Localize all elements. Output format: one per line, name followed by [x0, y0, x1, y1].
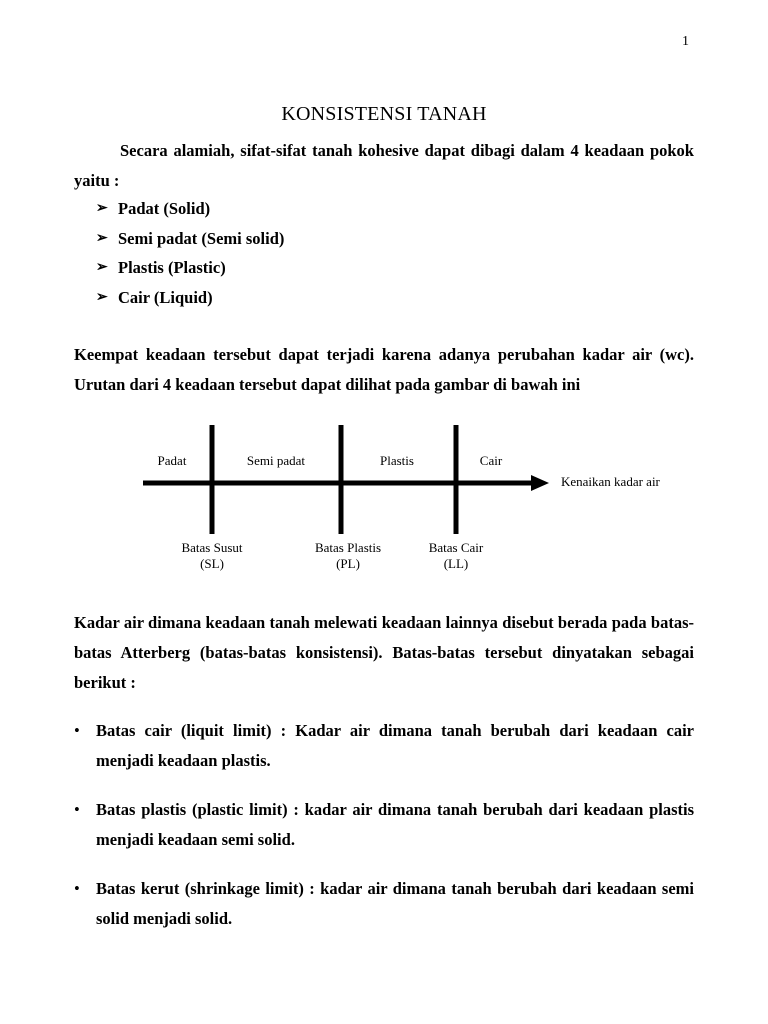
list-item	[96, 283, 284, 313]
limit-abbr-plastic: (PL)	[336, 556, 360, 571]
state-label-semi-solid: Semi padat	[246, 453, 306, 468]
limit-definition-list	[74, 716, 694, 953]
page-number: 1	[682, 34, 689, 49]
consistency-diagram	[0, 420, 768, 580]
list-item	[96, 253, 284, 283]
state-label: Plastis (Plastic)	[118, 258, 226, 277]
arrow-bullet-icon: ➢	[96, 260, 108, 275]
state-label-liquid: Cair	[479, 453, 503, 468]
ordering-paragraph: Keempat keadaan tersebut dapat terjadi karena adanya perubahan kadar air (wc). Urutan dari 4 keadaan tersebut dapat dilihat pada gambar di bawah ini	[74, 345, 694, 394]
list-item	[74, 874, 694, 934]
arrow-bullet-icon: ➢	[96, 289, 108, 305]
limit-name-plastic: Batas Plastis	[314, 540, 382, 555]
atterberg-paragraph: Kadar air dimana keadaan tanah melewati keadaan lainnya disebut berada pada batas-batas Atterberg (batas-batas konsistensi). Batas-batas tersebut dinyatakan sebagai berikut :	[74, 613, 694, 692]
state-label-solid: Padat	[157, 453, 187, 468]
definition-text: Batas plastis (plastic limit) : kadar air dimana tanah berubah dari keadaan plastis menjadi keadaan semi solid.	[96, 800, 694, 849]
dot-bullet-icon: •	[74, 879, 80, 898]
state-label: Padat (Solid)	[118, 199, 211, 218]
state-label: Semi padat (Semi solid)	[118, 228, 285, 248]
limit-abbr-shrinkage: (SL)	[200, 556, 224, 571]
axis-label: Kenaikan kadar air	[561, 474, 660, 489]
state-label: Cair (Liquid)	[118, 287, 213, 307]
arrow-bullet-icon: ➢	[96, 230, 108, 246]
arrow-bullet-icon: ➢	[96, 201, 108, 216]
soil-state-list	[96, 194, 284, 312]
dot-bullet-icon: •	[74, 721, 80, 740]
dot-bullet-icon: •	[74, 800, 80, 819]
definition-text: Batas cair (liquit limit) : Kadar air dimana tanah berubah dari keadaan cair menjadi keadaan plastis.	[96, 721, 694, 770]
limit-abbr-liquid: (LL)	[443, 556, 469, 571]
page-title: KONSISTENSI TANAH	[281, 103, 487, 126]
list-item	[74, 795, 694, 855]
limit-name-shrinkage: Batas Susut	[181, 540, 243, 555]
definition-text: Batas kerut (shrinkage limit) : kadar air dimana tanah berubah dari keadaan semi solid menjadi solid.	[96, 879, 694, 928]
intro-text: Secara alamiah, sifat-sifat tanah kohesive dapat dibagi dalam 4 keadaan pokok yaitu :	[74, 141, 694, 190]
axis-arrowhead-icon	[531, 475, 549, 491]
list-item	[96, 224, 284, 254]
intro-paragraph	[74, 136, 694, 196]
list-item	[96, 194, 284, 224]
list-item	[74, 716, 694, 776]
limit-name-liquid: Batas Cair	[428, 540, 484, 555]
state-label-plastic: Plastis	[380, 453, 414, 468]
